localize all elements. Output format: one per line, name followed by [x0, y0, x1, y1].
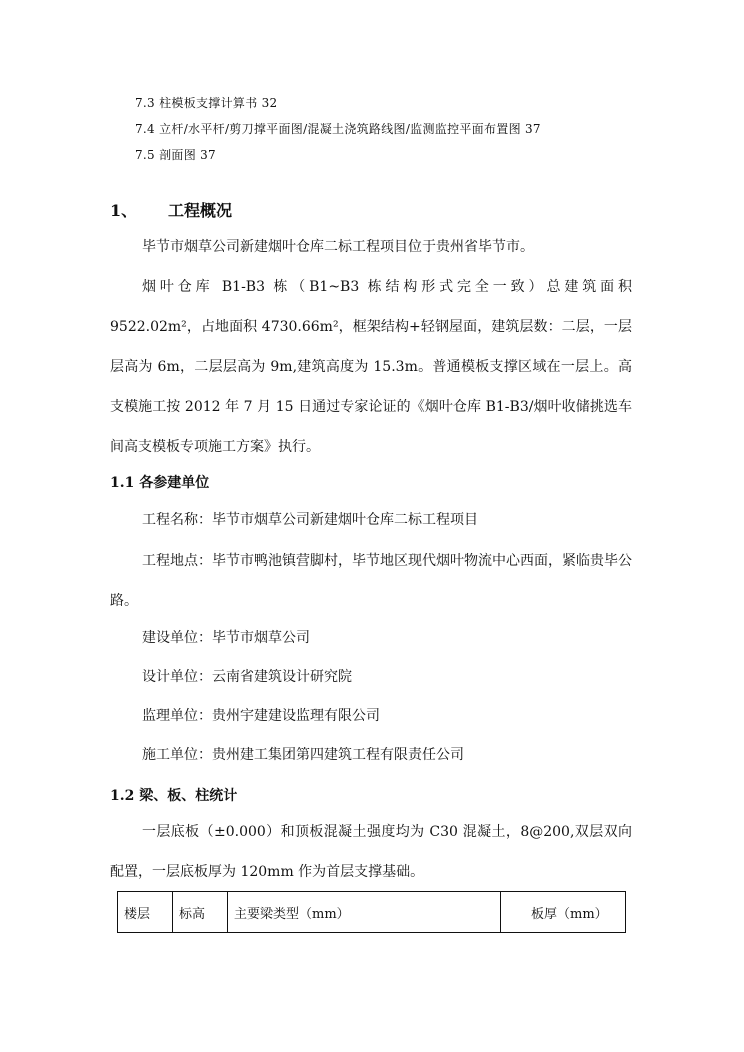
table-header-cell: 主要梁类型（mm） [228, 892, 501, 933]
toc-entry[interactable]: 7.5 剖面图 37 [135, 148, 216, 162]
section-title: 工程概况 [168, 201, 233, 220]
table-header-cell: 标高 [173, 892, 228, 933]
owner-unit: 建设单位：毕节市烟草公司 [142, 630, 310, 646]
paragraph: 毕节市烟草公司新建烟叶仓库二标工程项目位于贵州省毕节市。 [142, 239, 534, 255]
design-unit: 设计单位：云南省建筑设计研究院 [142, 669, 352, 685]
project-name: 工程名称：毕节市烟草公司新建烟叶仓库二标工程项目 [142, 512, 478, 528]
section-heading [110, 200, 232, 222]
section-number: 1、 [110, 201, 138, 220]
table-header-cell: 楼层 [118, 892, 173, 933]
toc-entry[interactable]: 7.4 立杆/水平杆/剪刀撑平面图/混凝土浇筑路线图/监测监控平面布置图 37 [135, 122, 541, 136]
subsection-heading: 1.1 各参建单位 [110, 475, 210, 491]
paragraph: 烟叶仓库 B1-B3 栋（B1~B3 栋结构形式完全一致）总建筑面积 9522.02m²，占地面积 4730.66m²，框架结构+轻钢屋面，建筑层数：二层，一层层高为 6m，二层层高为 9m,建筑高度为 15.3m。普通模板支撑区域在一层上。高支模施工按 2012 年 7 月 15 日通过专家论证的《烟叶仓库 B1-B3/烟叶收储挑选车间高支模板专项施工方案》执行。 [110, 279, 632, 455]
subsection-heading: 1.2 梁、板、柱统计 [110, 788, 238, 804]
supervision-unit: 监理单位：贵州宇建建设监理有限公司 [142, 708, 380, 724]
table-header-row [118, 892, 626, 933]
table-header-cell: 板厚（mm） [501, 892, 626, 933]
toc-entry[interactable]: 7.3 柱模板支撑计算书 32 [135, 96, 278, 110]
paragraph: 一层底板（±0.000）和顶板混凝土强度均为 C30 混凝土，8@200,双层双向配置，一层底板厚为 120mm 作为首层支撑基础。 [110, 824, 632, 880]
statistics-table [117, 891, 626, 933]
construction-unit: 施工单位：贵州建工集团第四建筑工程有限责任公司 [142, 747, 464, 763]
project-location: 工程地点：毕节市鸭池镇营脚村，毕节地区现代烟叶物流中心西面，紧临贵毕公路。 [110, 553, 632, 609]
